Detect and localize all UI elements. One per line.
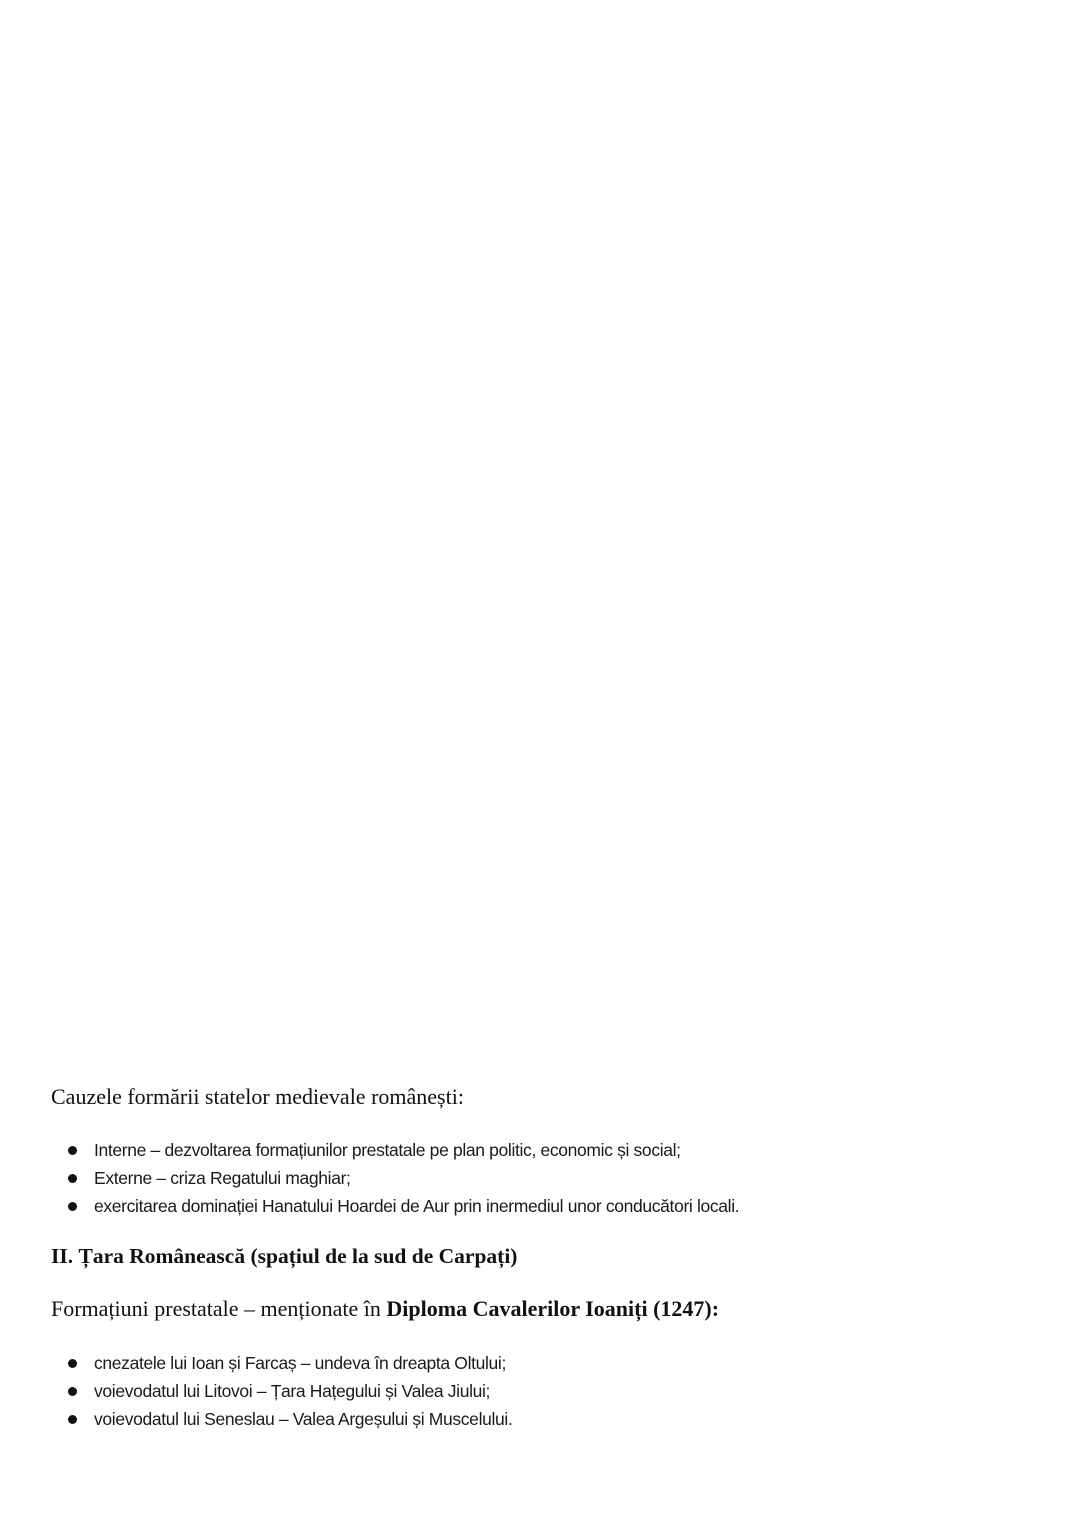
formations-list — [66, 1349, 512, 1433]
bullet-icon — [68, 1174, 77, 1183]
bullet-icon — [68, 1146, 77, 1155]
bullet-icon — [68, 1359, 77, 1368]
list-item — [66, 1377, 512, 1405]
causes-list — [66, 1136, 739, 1220]
list-item-text: cnezatele lui Ioan și Farcaș – undeva în dreapta Oltului; — [94, 1353, 506, 1373]
list-item-text: Externe – criza Regatului maghiar; — [94, 1168, 351, 1188]
list-item-text: voievodatul lui Seneslau – Valea Argeșului și Muscelului. — [94, 1409, 513, 1429]
list-item — [66, 1349, 512, 1377]
list-item — [66, 1136, 739, 1164]
list-item — [66, 1192, 739, 1220]
section-intro — [51, 1296, 719, 1322]
section-intro-text: Formațiuni prestatale – menționate în — [51, 1296, 387, 1321]
bullet-icon — [68, 1415, 77, 1424]
section-heading: II. Țara Românească (spațiul de la sud de Carpați) — [51, 1244, 518, 1268]
bullet-icon — [68, 1387, 77, 1396]
section-intro-bold: Diploma Cavalerilor Ioaniți (1247): — [386, 1296, 720, 1321]
list-item-text: Interne – dezvoltarea formațiunilor prestatale pe plan politic, economic și social; — [94, 1140, 681, 1160]
causes-intro: Cauzele formării statelor medievale românești: — [51, 1084, 464, 1109]
list-item-text: exercitarea dominației Hanatului Hoardei de Aur prin inermediul unor conducători locali. — [94, 1196, 740, 1216]
list-item — [66, 1405, 512, 1433]
bullet-icon — [68, 1202, 77, 1211]
list-item-text: voievodatul lui Litovoi – Țara Hațegului și Valea Jiului; — [94, 1381, 491, 1401]
list-item — [66, 1164, 739, 1192]
